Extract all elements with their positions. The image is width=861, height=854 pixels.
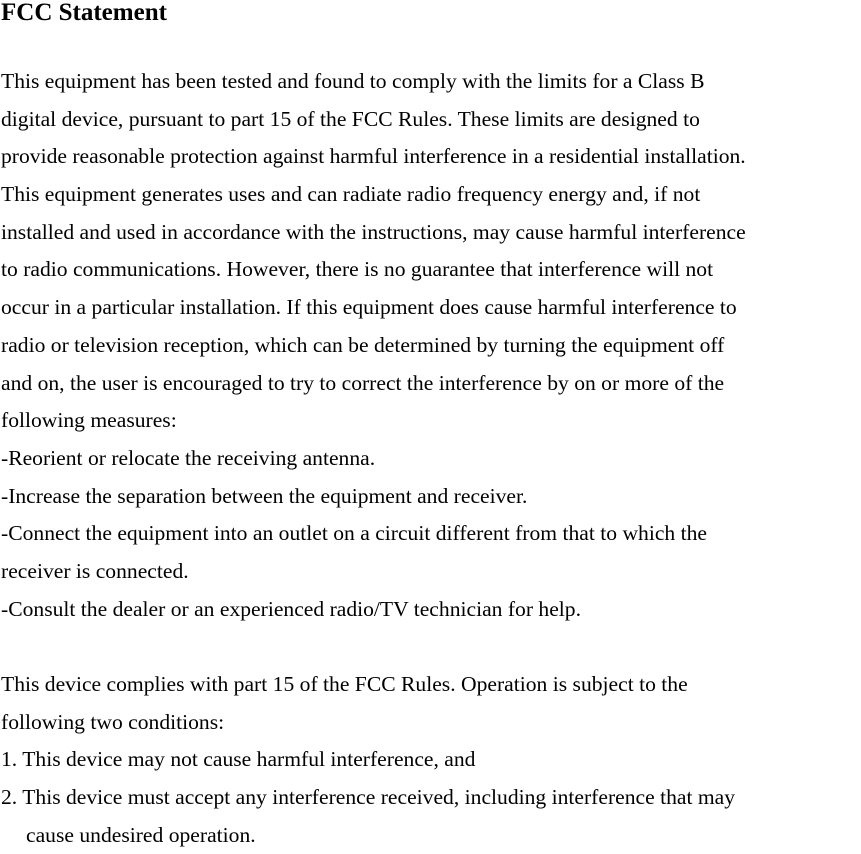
measure-item: receiver is connected. (1, 558, 189, 583)
condition-item: 2. This device must accept any interference received, including interference that may (1, 785, 736, 810)
measure-item: -Connect the equipment into an outlet on a circuit different from that to which the (1, 521, 707, 546)
paragraph-line: installed and used in accordance with the instructions, may cause harmful interference (1, 219, 746, 244)
fcc-statement-document (1, 0, 861, 854)
paragraph-line: digital device, pursuant to part 15 of the FCC Rules. These limits are designed to (1, 106, 700, 131)
measures-list (1, 440, 861, 628)
paragraph-line: radio or television reception, which can be determined by turning the equipment off (1, 332, 725, 357)
conditions-paragraph (1, 666, 861, 854)
compliance-paragraph (1, 63, 861, 440)
measure-item: -Increase the separation between the equipment and receiver. (1, 483, 528, 508)
paragraph-line: This device complies with part 15 of the FCC Rules. Operation is subject to the (1, 672, 688, 696)
measure-item: -Consult the dealer or an experienced radio/TV technician for help. (1, 596, 582, 621)
paragraph-line: occur in a particular installation. If this equipment does cause harmful interference to (1, 295, 737, 320)
paragraph-line: following measures: (1, 408, 177, 433)
paragraph-line: provide reasonable protection against harmful interference in a residential installation. (1, 144, 746, 169)
document-title: FCC Statement (1, 0, 167, 26)
paragraph-line: This equipment has been tested and found to comply with the limits for a Class B (1, 69, 705, 93)
measure-item: -Reorient or relocate the receiving antenna. (1, 445, 376, 470)
paragraph-line: following two conditions: (1, 709, 225, 734)
condition-item: 1. This device may not cause harmful interference, and (1, 747, 476, 772)
paragraph-line: to radio communications. However, there is no guarantee that interference will not (1, 257, 714, 282)
paragraph-line: and on, the user is encouraged to try to correct the interference by on or more of the (1, 370, 725, 395)
paragraph-line: This equipment generates uses and can radiate radio frequency energy and, if not (1, 182, 701, 207)
condition-item-continuation: cause undesired operation. (26, 822, 256, 847)
